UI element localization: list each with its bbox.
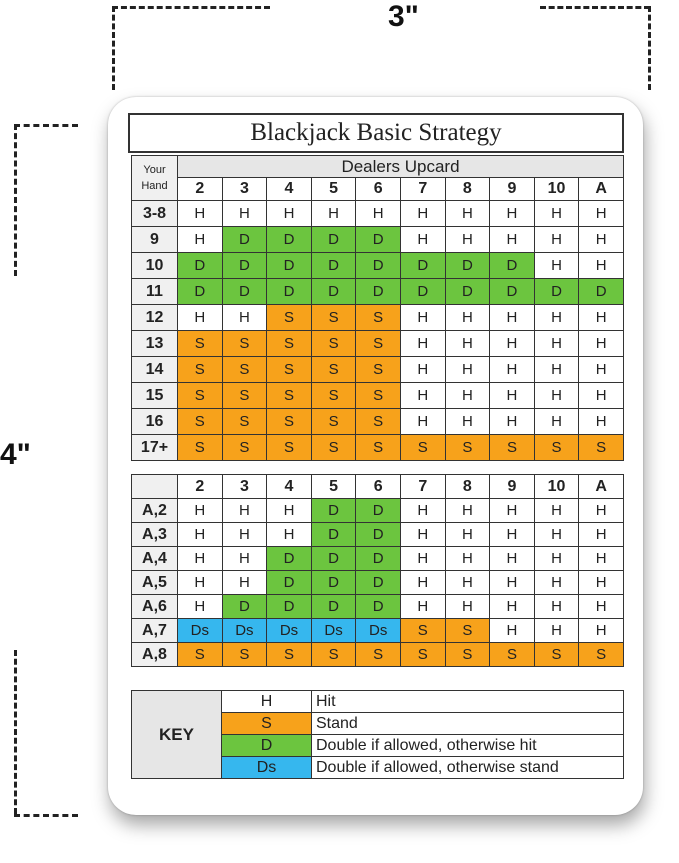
strategy-cell: D [267, 595, 312, 619]
strategy-cell: S [490, 435, 535, 461]
strategy-cell: H [445, 305, 490, 331]
strategy-cell: D [579, 279, 624, 305]
strategy-cell: H [579, 595, 624, 619]
hand-label: 14 [132, 357, 178, 383]
strategy-cell: S [356, 383, 401, 409]
upcard-header: 2 [178, 178, 223, 201]
strategy-cell: S [267, 409, 312, 435]
hand-label: A,8 [132, 643, 178, 667]
strategy-cell: H [445, 523, 490, 547]
hand-label: 9 [132, 227, 178, 253]
strategy-cell: S [356, 331, 401, 357]
strategy-cell: H [534, 523, 579, 547]
strategy-cell: H [534, 595, 579, 619]
hard-hand-row [132, 331, 624, 357]
strategy-cell: S [311, 357, 356, 383]
strategy-cell: D [445, 279, 490, 305]
hard-header-row [132, 156, 624, 178]
strategy-cell: S [311, 383, 356, 409]
strategy-cell: H [579, 409, 624, 435]
strategy-cell: D [356, 499, 401, 523]
soft-hand-row [132, 523, 624, 547]
strategy-cell: H [490, 547, 535, 571]
strategy-cell: H [490, 383, 535, 409]
strategy-cell: S [356, 435, 401, 461]
strategy-cell: S [311, 409, 356, 435]
strategy-cell: H [579, 201, 624, 227]
hand-label: 17+ [132, 435, 178, 461]
strategy-cell: S [400, 435, 445, 461]
strategy-cell: H [579, 331, 624, 357]
strategy-cell: D [311, 499, 356, 523]
strategy-cell: H [222, 201, 267, 227]
strategy-cell: S [267, 357, 312, 383]
hand-label: 11 [132, 279, 178, 305]
strategy-cell: D [311, 547, 356, 571]
width-dimension-label: 3" [388, 0, 419, 33]
strategy-cell: S [445, 643, 490, 667]
strategy-cell: H [445, 357, 490, 383]
height-dim-top-vert [14, 124, 17, 276]
strategy-cell: H [579, 499, 624, 523]
strategy-cell: D [356, 523, 401, 547]
upcard-header: 9 [490, 178, 535, 201]
strategy-cell: S [222, 409, 267, 435]
strategy-cell: S [267, 643, 312, 667]
upcard-header: 8 [445, 178, 490, 201]
strategy-cell: S [267, 305, 312, 331]
strategy-cell: D [400, 253, 445, 279]
strategy-cell: H [400, 357, 445, 383]
hard-totals-table [131, 155, 624, 461]
strategy-cell: D [534, 279, 579, 305]
strategy-cell: H [534, 227, 579, 253]
soft-hand-row [132, 547, 624, 571]
upcard-header: 4 [267, 178, 312, 201]
upcard-header: 2 [178, 475, 223, 499]
strategy-cell: H [178, 547, 223, 571]
upcard-header: 4 [267, 475, 312, 499]
strategy-cell: D [311, 279, 356, 305]
hard-hand-row [132, 435, 624, 461]
strategy-cell: D [311, 595, 356, 619]
hard-hand-row [132, 409, 624, 435]
strategy-cell: Ds [311, 619, 356, 643]
strategy-cell: D [311, 571, 356, 595]
strategy-cell: H [445, 547, 490, 571]
strategy-cell: H [490, 227, 535, 253]
hand-label: 13 [132, 331, 178, 357]
card-title: Blackjack Basic Strategy [128, 113, 624, 153]
strategy-cell: D [311, 227, 356, 253]
upcard-header: 10 [534, 178, 579, 201]
strategy-cell: H [445, 227, 490, 253]
hand-label: 16 [132, 409, 178, 435]
strategy-cell: D [356, 279, 401, 305]
upcard-header: 5 [311, 178, 356, 201]
strategy-cell: H [178, 201, 223, 227]
hand-label: 12 [132, 305, 178, 331]
soft-hand-row [132, 643, 624, 667]
strategy-cell: S [445, 619, 490, 643]
strategy-cell: S [356, 357, 401, 383]
soft-hand-row [132, 571, 624, 595]
strategy-cell: S [178, 409, 223, 435]
hand-label: A,4 [132, 547, 178, 571]
strategy-cell: D [311, 523, 356, 547]
strategy-cell: S [579, 435, 624, 461]
hard-upcard-row [132, 178, 624, 201]
upcard-header: A [579, 475, 624, 499]
hand-label: A,3 [132, 523, 178, 547]
upcard-header: 8 [445, 475, 490, 499]
strategy-cell: H [534, 619, 579, 643]
strategy-cell: H [400, 227, 445, 253]
strategy-cell: H [534, 571, 579, 595]
strategy-cell: D [222, 253, 267, 279]
strategy-cell: H [400, 305, 445, 331]
key-label: KEY [132, 691, 222, 779]
upcard-header: 9 [490, 475, 535, 499]
hand-label: 10 [132, 253, 178, 279]
height-dim-bottom-h [14, 814, 78, 817]
strategy-cell: H [222, 305, 267, 331]
hand-label: A,6 [132, 595, 178, 619]
strategy-cell: S [267, 331, 312, 357]
strategy-cell: H [445, 571, 490, 595]
strategy-cell: S [311, 305, 356, 331]
key-code: H [222, 691, 312, 713]
strategy-cell: H [222, 571, 267, 595]
strategy-cell: D [356, 227, 401, 253]
strategy-cell: S [222, 643, 267, 667]
upcard-header: 7 [400, 178, 445, 201]
soft-hand-row [132, 499, 624, 523]
hard-hand-row [132, 279, 624, 305]
strategy-cell: D [267, 547, 312, 571]
strategy-cell: H [534, 253, 579, 279]
height-dim-top-h [14, 124, 78, 127]
strategy-cell: H [222, 499, 267, 523]
strategy-cell: D [356, 571, 401, 595]
key-description: Stand [312, 713, 624, 735]
strategy-cell: S [356, 409, 401, 435]
strategy-cell: H [311, 201, 356, 227]
width-dim-left-top [112, 6, 270, 9]
hand-label: 3-8 [132, 201, 178, 227]
strategy-cell: D [267, 253, 312, 279]
strategy-cell: H [267, 523, 312, 547]
strategy-cell: S [178, 435, 223, 461]
strategy-cell: S [178, 357, 223, 383]
upcard-header: A [579, 178, 624, 201]
strategy-cell: H [534, 305, 579, 331]
hard-hand-row [132, 227, 624, 253]
strategy-cell: H [178, 499, 223, 523]
strategy-cell: S [178, 331, 223, 357]
width-dim-right-vert [648, 6, 651, 90]
strategy-cell: D [178, 253, 223, 279]
strategy-cell: S [400, 619, 445, 643]
strategy-cell: H [400, 331, 445, 357]
strategy-cell: D [222, 595, 267, 619]
strategy-cell: S [222, 331, 267, 357]
strategy-cell: D [490, 279, 535, 305]
strategy-cell: D [311, 253, 356, 279]
strategy-cell: S [311, 331, 356, 357]
upcard-header: 7 [400, 475, 445, 499]
strategy-cell: S [222, 435, 267, 461]
strategy-cell: H [178, 523, 223, 547]
strategy-cell: S [400, 643, 445, 667]
upcard-header: 6 [356, 475, 401, 499]
strategy-cell: H [490, 619, 535, 643]
strategy-cell: H [490, 571, 535, 595]
strategy-cell: H [579, 305, 624, 331]
strategy-cell: H [534, 383, 579, 409]
hard-hand-row [132, 357, 624, 383]
strategy-cell: D [400, 279, 445, 305]
strategy-cell: H [534, 499, 579, 523]
strategy-cell: H [490, 499, 535, 523]
upcard-header: 3 [222, 475, 267, 499]
hard-hand-row [132, 201, 624, 227]
height-dim-bottom-vert [14, 650, 17, 814]
strategy-cell: D [356, 547, 401, 571]
strategy-cell: S [267, 435, 312, 461]
strategy-cell: H [579, 227, 624, 253]
strategy-cell: H [222, 547, 267, 571]
strategy-cell: H [445, 201, 490, 227]
strategy-cell: S [178, 383, 223, 409]
strategy-cell: H [400, 499, 445, 523]
hard-hand-row [132, 305, 624, 331]
hand-label: 15 [132, 383, 178, 409]
strategy-cell: H [400, 571, 445, 595]
strategy-cell: S [534, 643, 579, 667]
strategy-cell: S [178, 643, 223, 667]
strategy-cell: D [356, 595, 401, 619]
soft-hand-row [132, 619, 624, 643]
strategy-cell: H [222, 523, 267, 547]
strategy-cell: D [490, 253, 535, 279]
strategy-cell: D [267, 227, 312, 253]
your-hand-label: Your Hand [132, 156, 178, 201]
strategy-cell: H [400, 201, 445, 227]
width-dim-left-vert [112, 6, 115, 90]
strategy-cell: Ds [356, 619, 401, 643]
strategy-cell: H [490, 595, 535, 619]
hard-hand-row [132, 253, 624, 279]
strategy-cell: H [267, 201, 312, 227]
strategy-cell: D [267, 571, 312, 595]
hand-label: A,2 [132, 499, 178, 523]
strategy-cell: S [534, 435, 579, 461]
strategy-cell: H [490, 357, 535, 383]
strategy-cell: D [267, 279, 312, 305]
strategy-cell: S [311, 643, 356, 667]
strategy-cell: H [178, 595, 223, 619]
strategy-cell: S [490, 643, 535, 667]
soft-corner-cell [132, 475, 178, 499]
strategy-cell: H [490, 409, 535, 435]
strategy-cell: Ds [267, 619, 312, 643]
strategy-cell: H [178, 571, 223, 595]
strategy-cell: H [445, 331, 490, 357]
strategy-cell: H [445, 383, 490, 409]
key-code: S [222, 713, 312, 735]
strategy-cell: Ds [178, 619, 223, 643]
key-description: Double if allowed, otherwise stand [312, 757, 624, 779]
strategy-cell: D [178, 279, 223, 305]
strategy-cell: H [490, 331, 535, 357]
strategy-cell: H [400, 409, 445, 435]
strategy-cell: H [534, 547, 579, 571]
strategy-cell: H [534, 201, 579, 227]
strategy-cell: D [445, 253, 490, 279]
strategy-cell: H [400, 595, 445, 619]
strategy-cell: H [579, 571, 624, 595]
strategy-cell: H [579, 547, 624, 571]
strategy-cell: H [579, 523, 624, 547]
hand-label: A,7 [132, 619, 178, 643]
upcard-header: 6 [356, 178, 401, 201]
hand-label: A,5 [132, 571, 178, 595]
upcard-header: 3 [222, 178, 267, 201]
strategy-cell: S [356, 643, 401, 667]
strategy-cell: H [490, 305, 535, 331]
strategy-cell: H [445, 499, 490, 523]
strategy-cell: H [445, 409, 490, 435]
width-dim-right-top [540, 6, 650, 9]
strategy-cell: H [400, 523, 445, 547]
soft-totals-table [131, 474, 624, 667]
dealers-upcard-label: Dealers Upcard [178, 156, 624, 178]
soft-upcard-row [132, 475, 624, 499]
strategy-cell: H [400, 383, 445, 409]
strategy-cell: S [445, 435, 490, 461]
strategy-cell: H [445, 595, 490, 619]
strategy-cell: D [222, 227, 267, 253]
strategy-cell: S [311, 435, 356, 461]
strategy-cell: S [222, 383, 267, 409]
strategy-cell: H [356, 201, 401, 227]
hard-hand-row [132, 383, 624, 409]
key-table [131, 690, 624, 779]
strategy-cell: H [579, 383, 624, 409]
strategy-cell: D [222, 279, 267, 305]
strategy-cell: H [267, 499, 312, 523]
strategy-cell: Ds [222, 619, 267, 643]
strategy-cell: H [534, 331, 579, 357]
strategy-cell: H [579, 253, 624, 279]
soft-hand-row [132, 595, 624, 619]
strategy-cell: S [356, 305, 401, 331]
strategy-cell: S [222, 357, 267, 383]
upcard-header: 10 [534, 475, 579, 499]
upcard-header: 5 [311, 475, 356, 499]
strategy-cell: H [178, 227, 223, 253]
strategy-cell: H [579, 619, 624, 643]
strategy-cell: H [534, 357, 579, 383]
key-description: Hit [312, 691, 624, 713]
key-description: Double if allowed, otherwise hit [312, 735, 624, 757]
strategy-cell: H [490, 201, 535, 227]
strategy-cell: H [579, 357, 624, 383]
strategy-cell: D [356, 253, 401, 279]
strategy-cell: H [178, 305, 223, 331]
strategy-cell: S [267, 383, 312, 409]
key-row [132, 691, 624, 713]
key-code: D [222, 735, 312, 757]
strategy-cell: H [490, 523, 535, 547]
strategy-cell: S [579, 643, 624, 667]
strategy-cell: H [534, 409, 579, 435]
key-code: Ds [222, 757, 312, 779]
strategy-cell: H [400, 547, 445, 571]
height-dimension-label: 4" [0, 438, 31, 471]
